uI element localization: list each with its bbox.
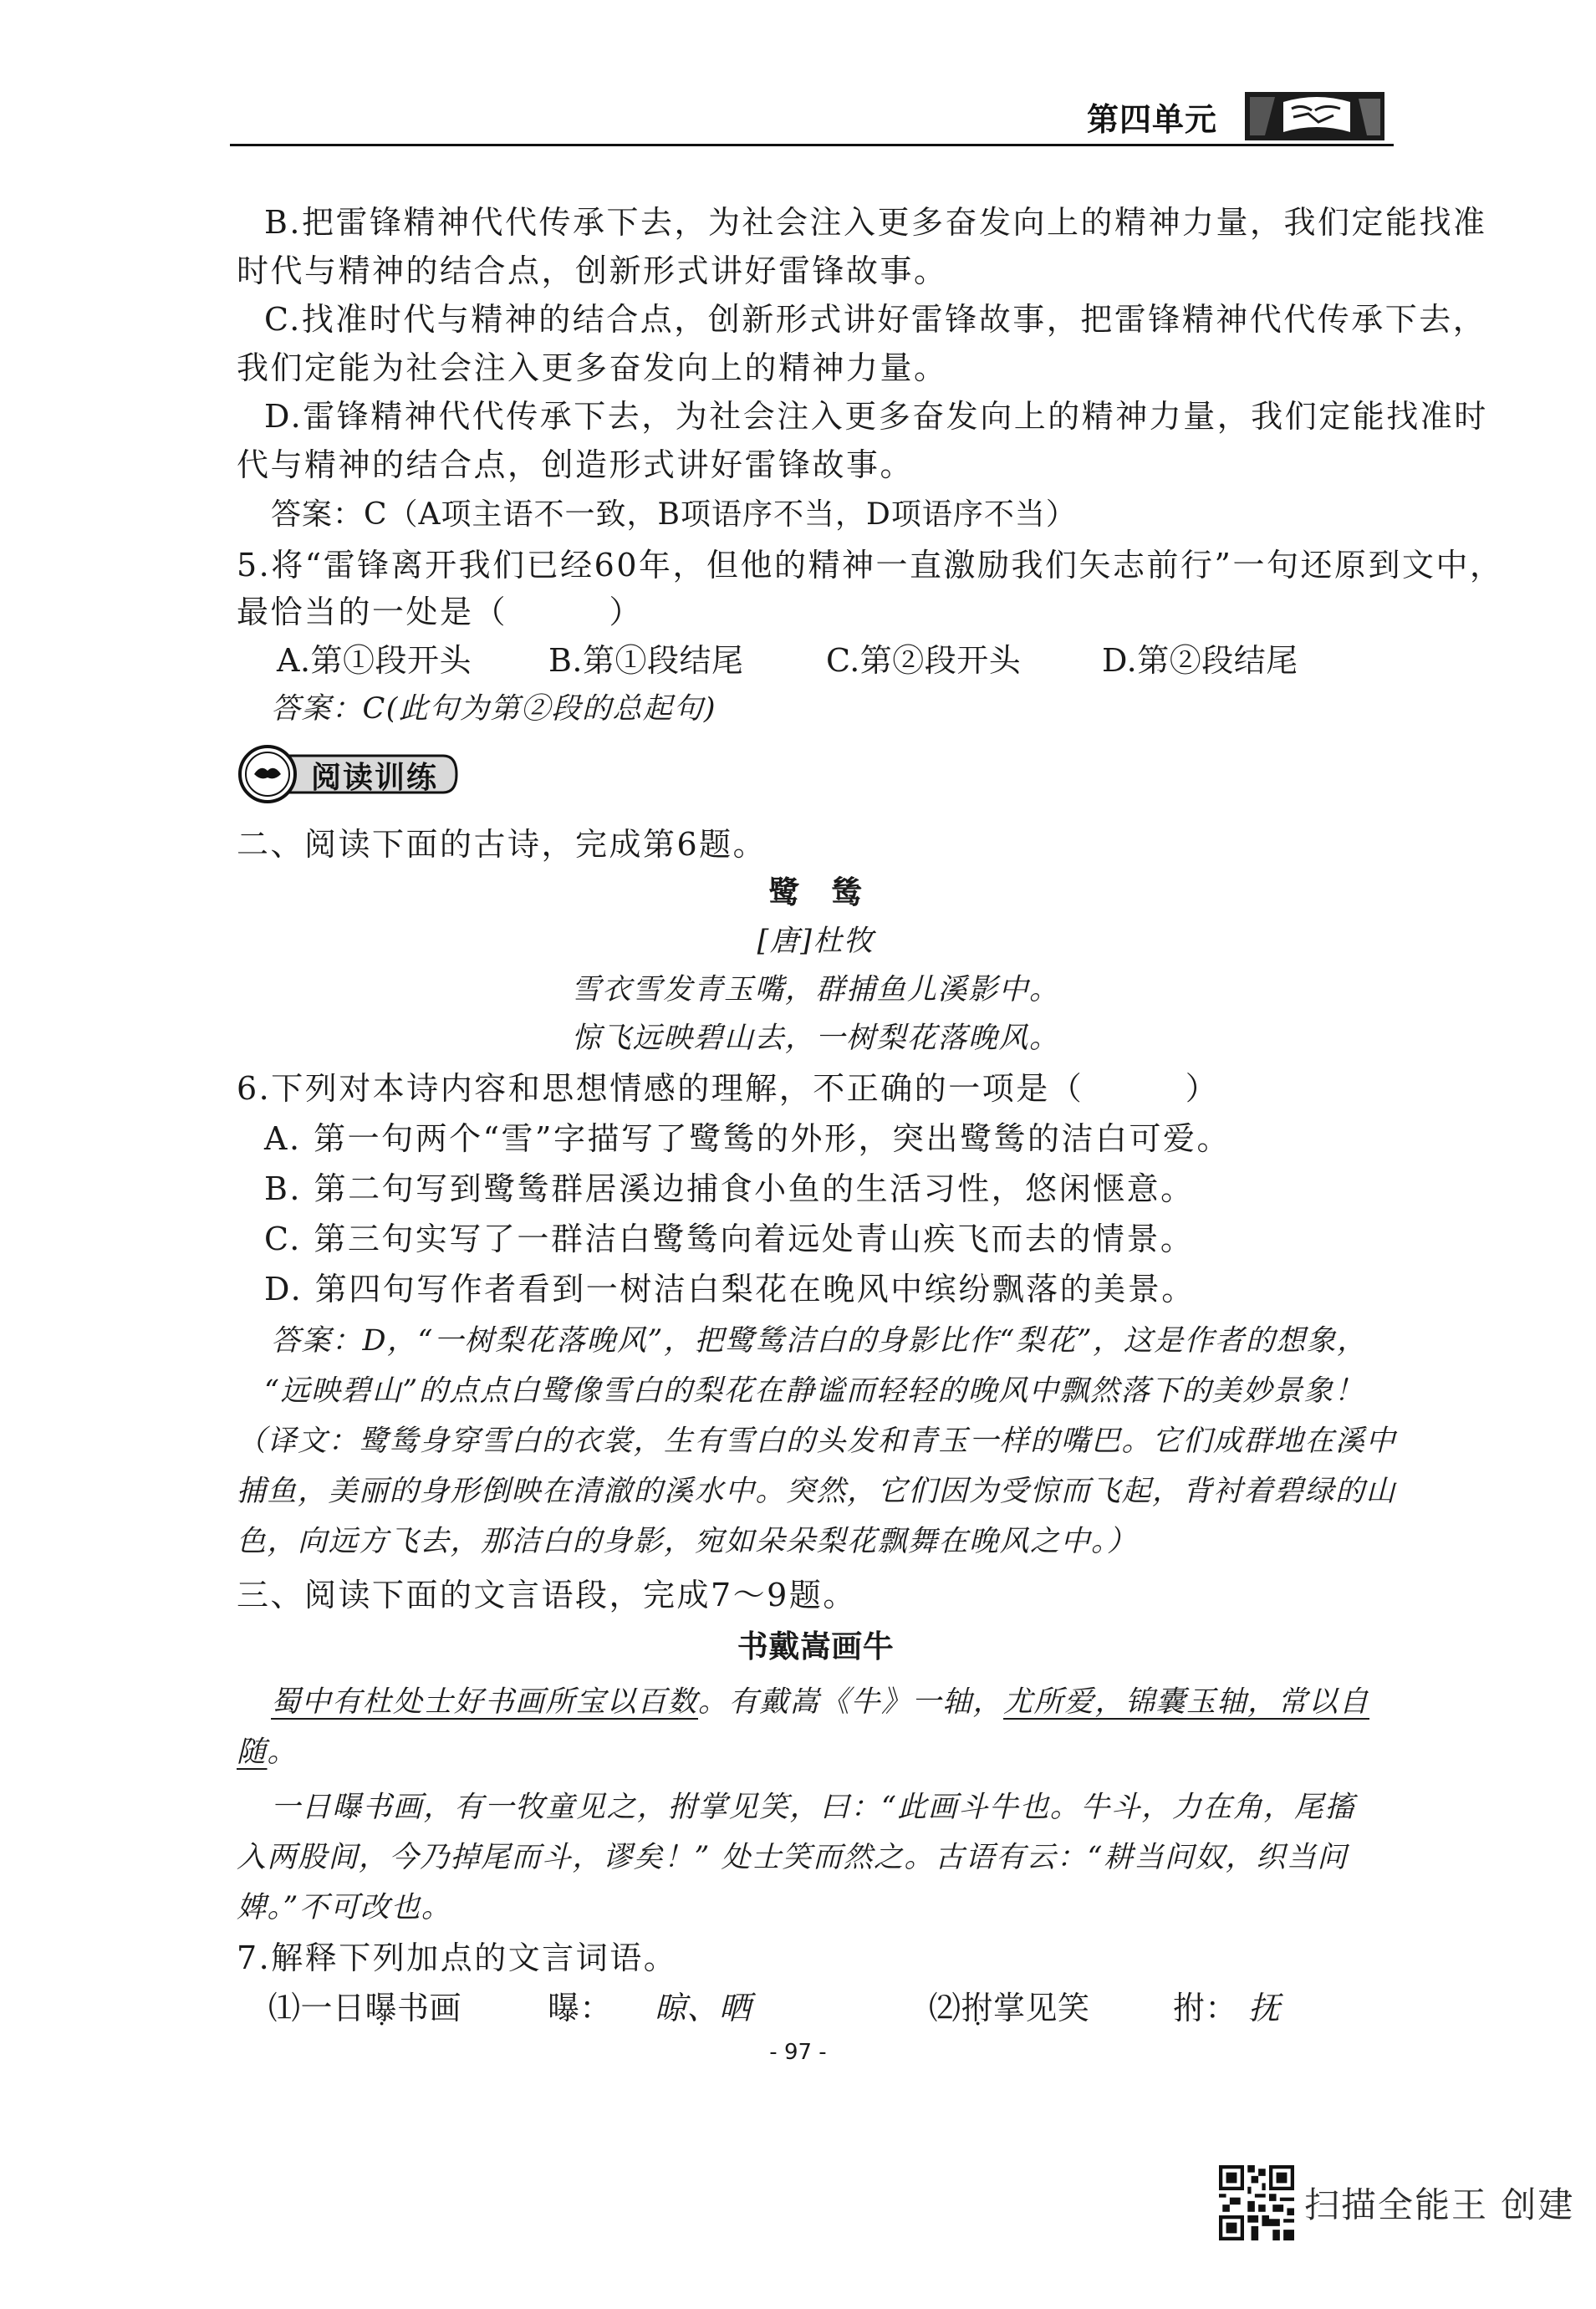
poem-line-1: 雪衣雪发青玉嘴，群捕鱼儿溪影中。 (571, 973, 1060, 1007)
poem-title: 鹭 鸶 (768, 874, 863, 910)
dotted-word: 曝 (365, 1990, 398, 2026)
text-paragraph-2-line1: 一日曝书画，有一牧童见之，拊掌见笑，曰：“此画斗牛也。牛斗，力在角，尾搐 (271, 1791, 1355, 1824)
text-segment: 。有戴嵩《牛》一轴， (698, 1685, 1004, 1719)
q5-stem-line1: 5.将“雷锋离开我们已经60年，但他的精神一直激励我们矢志前行”一句还原到文中， (237, 547, 1504, 584)
dotted-word: 拊 (961, 1990, 994, 2026)
text-segment: 。 (267, 1736, 298, 1769)
underlined-phrase: 随 (237, 1736, 268, 1769)
q7-item1-pre: ⑴一日 (268, 1990, 365, 2026)
q6-answer-line1: 答案：D，“一树梨花落晚风”，把鹭鸶洁白的身影比作“梨花”，这是作者的想象， (271, 1324, 1368, 1358)
q6-answer-line2: “远映碧山”的点点白鹭像雪白的梨花在静谧而轻轻的晚风中飘然落下的美妙景象！ (264, 1374, 1365, 1408)
q7-item-1-word: 曝： (548, 1990, 613, 2026)
text-paragraph-2-line3: 婢。”不可改也。 (237, 1891, 452, 1924)
q7-item2-pre: ⑵ (929, 1990, 961, 2026)
header-logo-icon (1242, 89, 1388, 144)
q7-item-2-answer: 抚 (1248, 1990, 1281, 2026)
part3-heading: 三、阅读下面的文言语段，完成7～9题。 (237, 1577, 857, 1613)
q4-option-c-line1: C.找准时代与精神的结合点，创新形式讲好雷锋故事，把雷锋精神代代传承下去， (264, 301, 1487, 338)
q4-option-b-line2: 时代与精神的结合点，创新形式讲好雷锋故事。 (237, 252, 948, 289)
q5-option-c: C.第②段开头 (826, 642, 1022, 679)
page-number: - 97 - (769, 2040, 827, 2065)
q6-answer-line5: 色，向远方飞去，那洁白的身影，宛如朵朵梨花飘舞在晚风之中。） (237, 1525, 1138, 1558)
q6-option-d: D. 第四句写作者看到一树洁白梨花在晚风中缤纷飘落的美景。 (264, 1271, 1196, 1307)
scanner-watermark: 扫描全能王 创建 (1304, 2184, 1575, 2225)
q7-item2-post: 掌见笑 (993, 1990, 1090, 2026)
q7-item-1-answer: 晾、晒 (655, 1990, 752, 2026)
qr-code-icon (1219, 2165, 1294, 2240)
q6-option-a: A. 第一句两个“雪”字描写了鹭鸶的外形，突出鹭鸶的洁白可爱。 (264, 1120, 1231, 1157)
text-paragraph-2-line2: 入两股间，今乃掉尾而斗，谬矣！” 处士笑而然之。古语有云：“耕当问奴，织当问 (237, 1841, 1348, 1874)
q4-option-c-line2: 我们定能为社会注入更多奋发向上的精神力量。 (237, 349, 948, 386)
q7-item-2 (929, 1986, 1090, 2030)
poem-author: [唐]杜牧 (757, 925, 874, 958)
text-title: 书戴嵩画牛 (737, 1629, 895, 1664)
q4-option-d-line1: D.雷锋精神代代传承下去，为社会注入更多奋发向上的精神力量，我们定能找准时 (264, 398, 1488, 435)
q6-answer-line4: 捕鱼，美丽的身形倒映在清澈的溪水中。突然，它们因为受惊而飞起，背衬着碧绿的山 (237, 1475, 1397, 1508)
q5-option-d: D.第②段结尾 (1102, 642, 1298, 679)
reading-training-label: 阅读训练 (311, 761, 439, 795)
text-paragraph-1-line2 (237, 1730, 1395, 1774)
q4-answer: 答案：C（A项主语不一致，B项语序不当，D项语序不当） (271, 497, 1077, 532)
unit-title: 第四单元 (1087, 101, 1218, 138)
underlined-phrase: 尤所爱，锦囊玉轴，常以自 (1003, 1685, 1370, 1719)
q5-option-b: B.第①段结尾 (548, 642, 744, 679)
q6-answer-line3: （译文：鹭鸶身穿雪白的衣裳，生有雪白的头发和青玉一样的嘴巴。它们成群地在溪中 (237, 1425, 1397, 1458)
q5-option-a: A.第①段开头 (277, 642, 472, 679)
q4-option-b-line1: B.把雷锋精神代代传承下去，为社会注入更多奋发向上的精神力量，我们定能找准 (264, 204, 1487, 241)
q7-item1-post: 书画 (397, 1990, 462, 2026)
text-paragraph-1-line1 (271, 1680, 1429, 1724)
q7-item-2-word: 拊： (1173, 1990, 1238, 2026)
q5-stem-line2: 最恰当的一处是（ ） (237, 594, 644, 630)
q6-option-b: B. 第二句写到鹭鸶群居溪边捕食小鱼的生活习性，悠闲惬意。 (264, 1170, 1195, 1207)
q7-item-1 (268, 1986, 461, 2030)
header-divider (230, 144, 1394, 146)
q7-stem: 7.解释下列加点的文言词语。 (237, 1939, 678, 1976)
underlined-phrase: 蜀中有杜处士好书画所宝以百数 (271, 1685, 699, 1719)
q6-stem: 6.下列对本诗内容和思想情感的理解，不正确的一项是（ ） (237, 1070, 1220, 1107)
poem-line-2: 惊飞远映碧山去，一树梨花落晚风。 (571, 1022, 1060, 1055)
q5-answer: 答案：C(此句为第②段的总起句) (271, 692, 717, 726)
q6-option-c: C. 第三句实写了一群洁白鹭鸶向着远处青山疾飞而去的情景。 (264, 1221, 1195, 1257)
part2-heading: 二、阅读下面的古诗，完成第6题。 (237, 826, 767, 863)
q4-option-d-line2: 代与精神的结合点，创造形式讲好雷锋故事。 (237, 446, 915, 483)
